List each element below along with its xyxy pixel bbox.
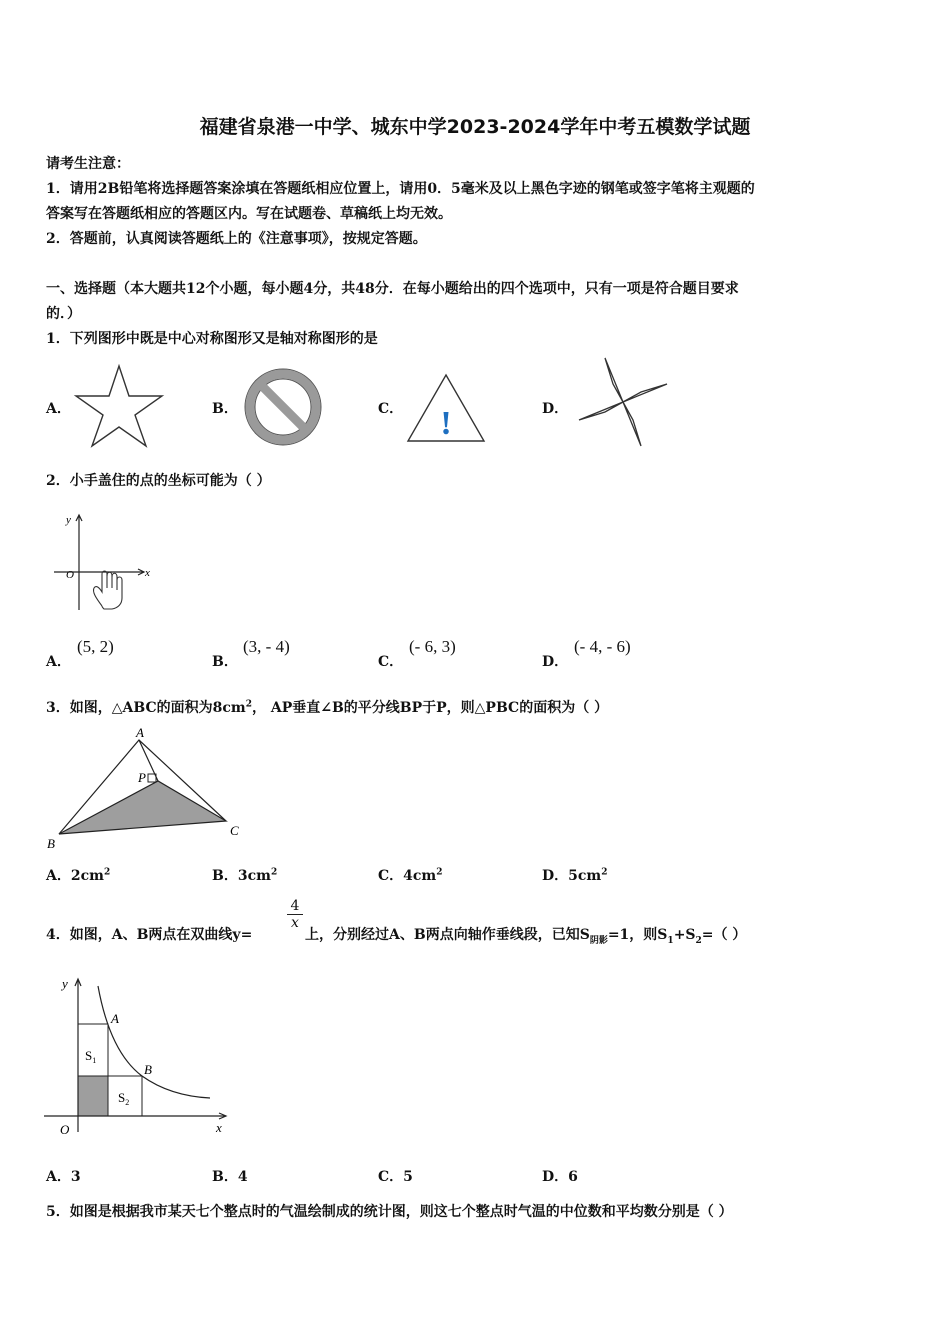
q3-option-b: B．$3cm^2$ (212, 867, 278, 884)
q3-stem-b: ， AP垂直∠B的平分线BP于P，则△PBC的面积为（ ） (251, 700, 609, 716)
q1-option-a-label: A． (46, 401, 71, 417)
q4-axis-x-label: x (216, 1120, 222, 1135)
notice-line-2: 2．答题前，认真阅读答题纸上的《注意事项》，按规定答题。 (46, 231, 427, 247)
q4-option-d: D．6 (542, 1169, 578, 1185)
star-figure (72, 363, 166, 449)
q3-stem-sup: 2 (245, 699, 252, 710)
q4-s2-label: $S_2$ (118, 1090, 130, 1107)
notice-heading: 请考生注意： (46, 156, 130, 172)
q2-option-a-label: A． (46, 654, 71, 670)
q2-option-a: (5, 2) (77, 637, 114, 656)
warning-triangle-figure (405, 372, 487, 444)
q3-option-a: A．$2cm^2$ (46, 867, 111, 884)
notice-line-1b: 答案写在答题纸相应的答题区内。写在试题卷、草稿纸上均无效。 (46, 206, 452, 222)
q3-stem-a: 3．如图，△ABC的面积为8cm (46, 700, 246, 716)
prohibition-sign-figure (242, 366, 324, 448)
q1-option-b-label: B． (212, 401, 238, 417)
q2-option-b-label: B． (212, 654, 238, 670)
q4-s1-label: $S_1$ (85, 1048, 97, 1065)
exclamation-mark: ! (440, 405, 452, 442)
q2-option-c-label: C． (378, 654, 404, 670)
q4-stem-part2: 上，分别经过A、B两点向轴作垂线段，已知$S_{阴影}=1$，则$S_1+S_2=$（ ） (305, 927, 747, 946)
q3-point-c: C (230, 823, 239, 838)
q4-point-a: A (111, 1011, 119, 1026)
q2-option-d-label: D． (542, 654, 569, 670)
q2-axis-x-label: x (145, 567, 150, 579)
q3-point-p: P (138, 770, 146, 785)
notice-line-1a: 1．请用2B铅笔将选择题答案涂填在答题纸相应位置上，请用0．5毫米及以上黑色字迹的钢笔或签字笔将主观题的 (46, 181, 755, 197)
page-title: 福建省泉港一中学、城东中学2023-2024学年中考五模数学试题 (199, 116, 751, 138)
q4-option-c: C．5 (378, 1169, 413, 1185)
q1-stem: 1．下列图形中既是中心对称图形又是轴对称图形的是 (46, 331, 378, 347)
q1-option-d-label: D． (542, 401, 569, 417)
q4-hyperbola-figure (40, 972, 240, 1144)
pinwheel-figure (575, 356, 671, 448)
q4-option-b: B．4 (212, 1169, 248, 1185)
q2-option-c: (- 6, 3) (409, 637, 456, 656)
q2-coordinate-figure (44, 510, 156, 618)
q4-origin-label: O (60, 1122, 70, 1137)
q1-option-c-label: C． (378, 401, 404, 417)
q4-fraction-numerator: 4 (290, 898, 300, 914)
q3-point-a: A (136, 725, 144, 740)
q4-point-b: B (144, 1062, 152, 1077)
q3-point-b: B (47, 836, 55, 851)
q4-stem-part1: 4．如图，A、B两点在双曲线y= (46, 927, 253, 943)
q4-fraction-denominator: x (287, 914, 303, 931)
q5-stem: 5．如图是根据我市某天七个整点时的气温绘制成的统计图，则这七个整点时气温的中位数和平均数分别是（ ） (46, 1204, 733, 1220)
section-heading-1: 一、选择题（本大题共12个小题，每小题4分，共48分．在每小题给出的四个选项中，只有一项是符合题目要求 (46, 281, 739, 297)
q3-triangle-figure (44, 724, 254, 854)
q2-axis-y-label: y (66, 514, 71, 526)
q2-option-b: (3, - 4) (243, 637, 290, 656)
q2-stem: 2．小手盖住的点的坐标可能为（ ） (46, 473, 271, 489)
q3-stem (46, 697, 608, 717)
q2-option-d: (- 4, - 6) (574, 637, 631, 656)
hand-icon (93, 571, 122, 609)
q4-option-a: A．3 (46, 1169, 81, 1185)
q4-axis-y-label: y (62, 976, 68, 991)
q3-option-c: C．$4cm^2$ (378, 867, 443, 884)
q2-origin-label: O (66, 569, 74, 581)
section-heading-2: 的．） (46, 306, 81, 322)
q3-option-d: D．$5cm^2$ (542, 867, 608, 884)
q4-fraction (287, 898, 303, 931)
